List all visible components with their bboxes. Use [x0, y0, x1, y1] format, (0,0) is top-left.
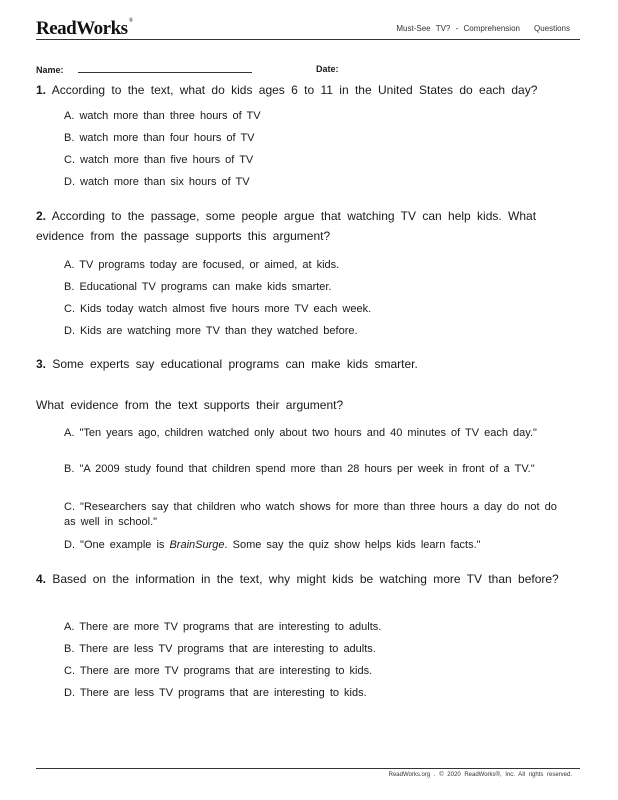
question-number: 2. — [36, 209, 47, 223]
question-3-prompt: What evidence from the text supports their argument? — [36, 398, 344, 412]
footer-divider — [36, 768, 580, 769]
header-section: Questions — [533, 24, 570, 33]
option: A. TV programs today are focused, or aimed, at kids. — [64, 259, 340, 271]
option: C. "Researchers say that children who watch shows for more than three hours a day do not do as well in school." — [64, 501, 557, 528]
option: B. There are less TV programs that are interesting to adults. — [64, 643, 376, 655]
date-row — [316, 64, 359, 74]
option: B. "A 2009 study found that children spend more than 28 hours per week in front of a TV." — [64, 463, 535, 475]
name-blank — [78, 64, 252, 73]
option: C. Kids today watch almost five hours more TV each week. — [64, 303, 372, 315]
name-row — [36, 64, 252, 75]
question-text: According to the passage, some people argue that watching TV can help kids. What evidence from the passage supports this argument? — [36, 209, 537, 243]
question-text: Some experts say educational programs can make kids smarter. — [52, 357, 418, 371]
question-number: 1. — [36, 83, 47, 97]
question-2 — [36, 206, 566, 246]
logo — [36, 18, 133, 40]
option: C. There are more TV programs that are interesting to kids. — [64, 665, 373, 677]
option: D. Kids are watching more TV than they watched before. — [64, 325, 358, 337]
option: D. watch more than six hours of TV — [64, 176, 250, 188]
option: D. There are less TV programs that are interesting to kids. — [64, 687, 367, 699]
option — [64, 538, 564, 553]
question-3 — [36, 354, 566, 374]
question-4 — [36, 569, 566, 589]
option-text: . Some say the quiz show helps kids learn facts." — [224, 539, 481, 551]
option: A. watch more than three hours of TV — [64, 110, 261, 122]
header-divider — [36, 39, 580, 40]
option-italic-title: BrainSurge — [169, 539, 225, 551]
footer-copyright: ReadWorks.org . © 2020 ReadWorks®, Inc. All rights reserved. — [388, 772, 572, 778]
question-number: 3. — [36, 357, 47, 371]
option: C. watch more than five hours of TV — [64, 154, 254, 166]
header-title: Must-See TV? - Comprehension — [396, 24, 520, 33]
option: A. "Ten years ago, children watched only about two hours and 40 minutes of TV each day." — [64, 427, 537, 439]
question-text: According to the text, what do kids ages 6 to 11 in the United States do each day? — [51, 83, 538, 97]
option: B. watch more than four hours of TV — [64, 132, 255, 144]
logo-trademark: ® — [128, 18, 133, 24]
option-text: D. "One example is — [64, 539, 165, 551]
header-info — [382, 24, 570, 33]
question-1 — [36, 80, 566, 100]
question-number: 4. — [36, 572, 47, 586]
question-text: Based on the information in the text, why might kids be watching more TV than before? — [52, 572, 559, 586]
logo-text: ReadWorks — [36, 18, 128, 39]
name-label: Name: — [36, 65, 64, 75]
option: A. There are more TV programs that are interesting to adults. — [64, 621, 382, 633]
option: B. Educational TV programs can make kids smarter. — [64, 281, 332, 293]
date-label: Date: — [316, 64, 339, 74]
